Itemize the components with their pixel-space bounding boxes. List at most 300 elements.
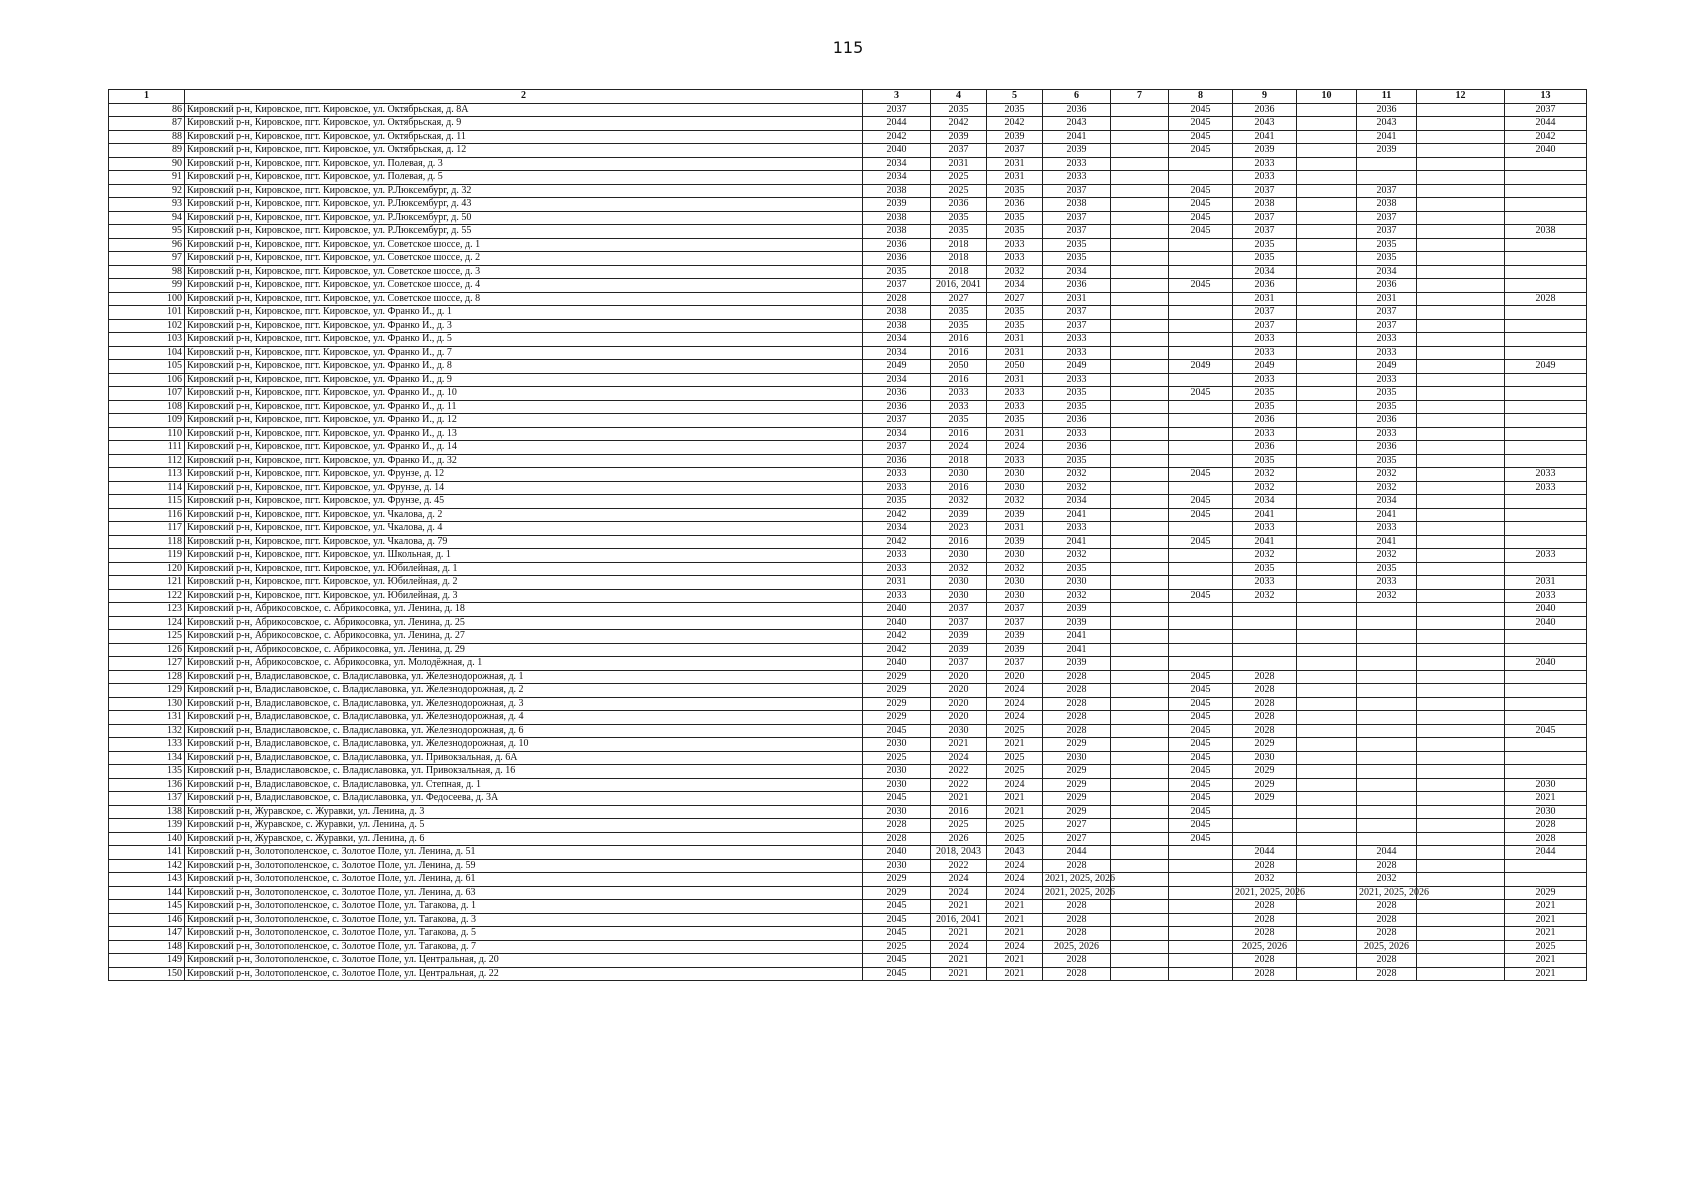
year-cell-col-8: 2045	[1169, 711, 1233, 725]
year-cell-col-10	[1297, 157, 1357, 171]
year-cell-col-12	[1417, 292, 1505, 306]
year-cell-col-8	[1169, 576, 1233, 590]
year-cell-col-10	[1297, 130, 1357, 144]
year-cell-col-12	[1417, 400, 1505, 414]
year-cell-col-10	[1297, 549, 1357, 563]
year-cell-col-8	[1169, 603, 1233, 617]
year-cell-col-4: 2026	[931, 832, 987, 846]
year-cell-col-9: 2033	[1233, 522, 1297, 536]
year-cell-col-9: 2028	[1233, 697, 1297, 711]
year-cell-col-3: 2045	[863, 724, 931, 738]
year-cell-col-9: 2030	[1233, 751, 1297, 765]
address-cell: Кировский р-н, Владиславовское, с. Владиславовка, ул. Железнодорожная, д. 10	[185, 738, 863, 752]
year-cell-col-9: 2028	[1233, 724, 1297, 738]
year-cell-col-8: 2045	[1169, 144, 1233, 158]
year-cell-col-10	[1297, 738, 1357, 752]
address-cell: Кировский р-н, Кировское, пгт. Кировское, ул. Советское шоссе, д. 1	[185, 238, 863, 252]
year-cell-col-12	[1417, 171, 1505, 185]
year-cell-col-11: 2037	[1357, 225, 1417, 239]
year-cell-col-8	[1169, 900, 1233, 914]
year-cell-col-4: 2018	[931, 454, 987, 468]
year-cell-col-4: 2016	[931, 346, 987, 360]
address-cell: Кировский р-н, Кировское, пгт. Кировское, ул. Советское шоссе, д. 8	[185, 292, 863, 306]
year-cell-col-3: 2036	[863, 252, 931, 266]
year-cell-col-13	[1505, 387, 1587, 401]
year-cell-col-12	[1417, 954, 1505, 968]
year-cell-col-4: 2030	[931, 549, 987, 563]
year-cell-col-12	[1417, 657, 1505, 671]
address-cell: Кировский р-н, Золотополенское, с. Золотое Поле, ул. Ленина, д. 61	[185, 873, 863, 887]
year-cell-col-8	[1169, 265, 1233, 279]
year-cell-col-5: 2024	[987, 778, 1043, 792]
year-cell-col-5: 2033	[987, 454, 1043, 468]
year-cell-col-10	[1297, 684, 1357, 698]
address-cell: Кировский р-н, Абрикосовское, с. Абрикосовка, ул. Ленина, д. 25	[185, 616, 863, 630]
year-cell-col-8: 2045	[1169, 684, 1233, 698]
year-cell-col-4: 2016	[931, 481, 987, 495]
year-cell-col-4: 2016, 2041	[931, 279, 987, 293]
year-cell-col-3: 2025	[863, 751, 931, 765]
year-cell-col-8: 2045	[1169, 792, 1233, 806]
year-cell-col-12	[1417, 279, 1505, 293]
year-cell-col-5: 2035	[987, 225, 1043, 239]
year-cell-col-7	[1111, 630, 1169, 644]
year-cell-col-13: 2040	[1505, 616, 1587, 630]
year-cell-col-12	[1417, 603, 1505, 617]
address-cell: Кировский р-н, Владиславовское, с. Владиславовка, ул. Федосеева, д. 3А	[185, 792, 863, 806]
year-cell-col-13: 2028	[1505, 832, 1587, 846]
year-cell-col-8	[1169, 927, 1233, 941]
year-cell-col-10	[1297, 859, 1357, 873]
year-cell-col-11: 2032	[1357, 589, 1417, 603]
year-cell-col-13: 2040	[1505, 144, 1587, 158]
year-cell-col-11	[1357, 724, 1417, 738]
year-cell-col-3: 2034	[863, 427, 931, 441]
year-cell-col-11	[1357, 603, 1417, 617]
year-cell-col-9: 2037	[1233, 225, 1297, 239]
year-cell-col-9	[1233, 630, 1297, 644]
year-cell-col-11: 2037	[1357, 211, 1417, 225]
table-row	[109, 576, 1587, 590]
year-cell-col-9: 2028	[1233, 711, 1297, 725]
table-row	[109, 900, 1587, 914]
address-cell: Кировский р-н, Золотополенское, с. Золотое Поле, ул. Центральная, д. 20	[185, 954, 863, 968]
row-number-cell: 109	[109, 414, 185, 428]
year-cell-col-5: 2021	[987, 738, 1043, 752]
year-cell-col-3: 2042	[863, 643, 931, 657]
year-cell-col-11: 2028	[1357, 859, 1417, 873]
year-cell-col-13	[1505, 333, 1587, 347]
year-cell-col-3: 2039	[863, 198, 931, 212]
year-cell-col-10	[1297, 522, 1357, 536]
table-row	[109, 225, 1587, 239]
table-row	[109, 522, 1587, 536]
column-header-9: 9	[1233, 90, 1297, 104]
year-cell-col-12	[1417, 778, 1505, 792]
table-row	[109, 211, 1587, 225]
row-number-cell: 101	[109, 306, 185, 320]
year-cell-col-5: 2031	[987, 427, 1043, 441]
year-cell-col-5: 2031	[987, 333, 1043, 347]
year-cell-col-10	[1297, 630, 1357, 644]
year-cell-col-3: 2033	[863, 549, 931, 563]
row-number-cell: 106	[109, 373, 185, 387]
year-cell-col-4: 2039	[931, 508, 987, 522]
year-cell-col-9: 2036	[1233, 441, 1297, 455]
year-cell-col-9: 2028	[1233, 967, 1297, 981]
year-cell-col-4: 2037	[931, 616, 987, 630]
year-cell-col-12	[1417, 724, 1505, 738]
year-cell-col-10	[1297, 319, 1357, 333]
address-cell: Кировский р-н, Кировское, пгт. Кировское, ул. Октябрьская, д. 8А	[185, 103, 863, 117]
table-row	[109, 630, 1587, 644]
year-cell-col-8	[1169, 873, 1233, 887]
address-cell: Кировский р-н, Кировское, пгт. Кировское, ул. Чкалова, д. 4	[185, 522, 863, 536]
year-cell-col-3: 2034	[863, 171, 931, 185]
year-cell-col-10	[1297, 697, 1357, 711]
year-cell-col-10	[1297, 468, 1357, 482]
year-cell-col-7	[1111, 333, 1169, 347]
year-cell-col-7	[1111, 859, 1169, 873]
year-cell-col-13	[1505, 535, 1587, 549]
year-cell-col-6: 2029	[1043, 792, 1111, 806]
year-cell-col-10	[1297, 292, 1357, 306]
table-row	[109, 454, 1587, 468]
year-cell-col-5: 2025	[987, 765, 1043, 779]
year-cell-col-13	[1505, 211, 1587, 225]
year-cell-col-9: 2033	[1233, 427, 1297, 441]
year-cell-col-11	[1357, 684, 1417, 698]
year-cell-col-5: 2021	[987, 900, 1043, 914]
address-cell: Кировский р-н, Владиславовское, с. Владиславовка, ул. Железнодорожная, д. 6	[185, 724, 863, 738]
year-cell-col-11	[1357, 670, 1417, 684]
table-row	[109, 468, 1587, 482]
year-cell-col-10	[1297, 198, 1357, 212]
year-cell-col-13: 2033	[1505, 549, 1587, 563]
year-cell-col-6: 2028	[1043, 913, 1111, 927]
address-cell: Кировский р-н, Журавское, с. Журавки, ул. Ленина, д. 6	[185, 832, 863, 846]
year-cell-col-7	[1111, 319, 1169, 333]
year-cell-col-6: 2043	[1043, 117, 1111, 131]
table-row	[109, 252, 1587, 266]
table-row	[109, 792, 1587, 806]
year-cell-col-13: 2040	[1505, 603, 1587, 617]
year-cell-col-7	[1111, 940, 1169, 954]
year-cell-col-9: 2029	[1233, 778, 1297, 792]
table-row	[109, 711, 1587, 725]
year-cell-col-3: 2045	[863, 967, 931, 981]
year-cell-col-6: 2029	[1043, 805, 1111, 819]
address-cell: Кировский р-н, Владиславовское, с. Владиславовка, ул. Привокзальная, д. 6А	[185, 751, 863, 765]
year-cell-col-9: 2037	[1233, 211, 1297, 225]
table-row	[109, 117, 1587, 131]
year-cell-col-11	[1357, 630, 1417, 644]
year-cell-col-9: 2037	[1233, 319, 1297, 333]
table-row	[109, 292, 1587, 306]
year-cell-col-13	[1505, 643, 1587, 657]
year-cell-col-8: 2045	[1169, 198, 1233, 212]
year-cell-col-10	[1297, 643, 1357, 657]
year-cell-col-11: 2028	[1357, 967, 1417, 981]
year-cell-col-4: 2030	[931, 724, 987, 738]
year-cell-col-10	[1297, 954, 1357, 968]
year-cell-col-4: 2030	[931, 576, 987, 590]
year-cell-col-10	[1297, 508, 1357, 522]
table-body	[109, 103, 1587, 981]
year-cell-col-3: 2036	[863, 387, 931, 401]
address-cell: Кировский р-н, Золотополенское, с. Золотое Поле, ул. Центральная, д. 22	[185, 967, 863, 981]
year-cell-col-12	[1417, 130, 1505, 144]
table-row	[109, 171, 1587, 185]
year-cell-col-4: 2037	[931, 657, 987, 671]
year-cell-col-12	[1417, 468, 1505, 482]
year-cell-col-10	[1297, 279, 1357, 293]
year-cell-col-5: 2039	[987, 535, 1043, 549]
year-cell-col-5: 2025	[987, 724, 1043, 738]
year-cell-col-9: 2033	[1233, 346, 1297, 360]
year-cell-col-11: 2035	[1357, 562, 1417, 576]
year-cell-col-11: 2034	[1357, 265, 1417, 279]
year-cell-col-3: 2030	[863, 738, 931, 752]
year-cell-col-12	[1417, 495, 1505, 509]
year-cell-col-5: 2031	[987, 171, 1043, 185]
year-cell-col-10	[1297, 670, 1357, 684]
year-cell-col-6: 2030	[1043, 751, 1111, 765]
year-cell-col-13	[1505, 306, 1587, 320]
year-cell-col-6: 2028	[1043, 670, 1111, 684]
year-cell-col-5: 2024	[987, 859, 1043, 873]
year-cell-col-10	[1297, 927, 1357, 941]
year-cell-col-3: 2044	[863, 117, 931, 131]
row-number-cell: 99	[109, 279, 185, 293]
year-cell-col-8	[1169, 954, 1233, 968]
year-cell-col-8: 2049	[1169, 360, 1233, 374]
address-cell: Кировский р-н, Кировское, пгт. Кировское, ул. Р.Люксембург, д. 55	[185, 225, 863, 239]
year-cell-col-5: 2032	[987, 562, 1043, 576]
year-cell-col-3: 2033	[863, 481, 931, 495]
year-cell-col-9: 2049	[1233, 360, 1297, 374]
year-cell-col-7	[1111, 589, 1169, 603]
year-cell-col-4: 2035	[931, 319, 987, 333]
year-cell-col-13	[1505, 157, 1587, 171]
year-cell-col-12	[1417, 427, 1505, 441]
year-cell-col-5: 2039	[987, 643, 1043, 657]
year-cell-col-9: 2032	[1233, 468, 1297, 482]
year-cell-col-7	[1111, 792, 1169, 806]
year-cell-col-6: 2034	[1043, 265, 1111, 279]
year-cell-col-5: 2031	[987, 522, 1043, 536]
year-cell-col-4: 2025	[931, 819, 987, 833]
year-cell-col-9: 2028	[1233, 954, 1297, 968]
year-cell-col-10	[1297, 400, 1357, 414]
year-cell-col-11: 2033	[1357, 346, 1417, 360]
table-row	[109, 319, 1587, 333]
year-cell-col-4: 2030	[931, 589, 987, 603]
year-cell-col-4: 2035	[931, 414, 987, 428]
year-cell-col-5: 2039	[987, 630, 1043, 644]
year-cell-col-7	[1111, 184, 1169, 198]
address-cell: Кировский р-н, Золотополенское, с. Золотое Поле, ул. Ленина, д. 63	[185, 886, 863, 900]
year-cell-col-8	[1169, 373, 1233, 387]
year-cell-col-8	[1169, 252, 1233, 266]
column-header-5: 5	[987, 90, 1043, 104]
row-number-cell: 133	[109, 738, 185, 752]
year-cell-col-11	[1357, 832, 1417, 846]
address-cell: Кировский р-н, Владиславовское, с. Владиславовка, ул. Железнодорожная, д. 2	[185, 684, 863, 698]
year-cell-col-4: 2023	[931, 522, 987, 536]
year-cell-col-5: 2035	[987, 306, 1043, 320]
year-cell-col-7	[1111, 211, 1169, 225]
year-cell-col-12	[1417, 508, 1505, 522]
column-header-7: 7	[1111, 90, 1169, 104]
year-cell-col-3: 2031	[863, 576, 931, 590]
row-number-cell: 113	[109, 468, 185, 482]
year-cell-col-6: 2039	[1043, 657, 1111, 671]
year-cell-col-10	[1297, 657, 1357, 671]
address-cell: Кировский р-н, Золотополенское, с. Золотое Поле, ул. Тагакова, д. 7	[185, 940, 863, 954]
year-cell-col-12	[1417, 441, 1505, 455]
year-cell-col-12	[1417, 886, 1505, 900]
year-cell-col-8	[1169, 913, 1233, 927]
year-cell-col-6: 2028	[1043, 711, 1111, 725]
year-cell-col-13	[1505, 279, 1587, 293]
year-cell-col-10	[1297, 562, 1357, 576]
year-cell-col-8: 2045	[1169, 738, 1233, 752]
year-cell-col-3: 2036	[863, 454, 931, 468]
year-cell-col-13	[1505, 684, 1587, 698]
year-cell-col-6: 2037	[1043, 306, 1111, 320]
row-number-cell: 132	[109, 724, 185, 738]
year-cell-col-5: 2036	[987, 198, 1043, 212]
address-cell: Кировский р-н, Золотополенское, с. Золотое Поле, ул. Тагакова, д. 1	[185, 900, 863, 914]
year-cell-col-6: 2027	[1043, 832, 1111, 846]
year-cell-col-11: 2035	[1357, 400, 1417, 414]
table-row	[109, 805, 1587, 819]
schedule-table	[108, 89, 1587, 981]
row-number-cell: 147	[109, 927, 185, 941]
year-cell-col-3: 2029	[863, 684, 931, 698]
year-cell-col-5: 2031	[987, 346, 1043, 360]
year-cell-col-6: 2028	[1043, 859, 1111, 873]
row-number-cell: 87	[109, 117, 185, 131]
year-cell-col-10	[1297, 940, 1357, 954]
year-cell-col-11: 2035	[1357, 238, 1417, 252]
year-cell-col-9: 2041	[1233, 508, 1297, 522]
address-cell: Кировский р-н, Кировское, пгт. Кировское, ул. Октябрьская, д. 9	[185, 117, 863, 131]
year-cell-col-12	[1417, 859, 1505, 873]
year-cell-col-6: 2035	[1043, 454, 1111, 468]
address-cell: Кировский р-н, Золотополенское, с. Золотое Поле, ул. Ленина, д. 59	[185, 859, 863, 873]
year-cell-col-3: 2030	[863, 805, 931, 819]
year-cell-col-3: 2045	[863, 954, 931, 968]
year-cell-col-12	[1417, 198, 1505, 212]
year-cell-col-3: 2040	[863, 603, 931, 617]
table-row	[109, 859, 1587, 873]
year-cell-col-6: 2049	[1043, 360, 1111, 374]
year-cell-col-6: 2036	[1043, 103, 1111, 117]
year-cell-col-6: 2035	[1043, 387, 1111, 401]
year-cell-col-8	[1169, 238, 1233, 252]
year-cell-col-4: 2039	[931, 643, 987, 657]
year-cell-col-9: 2033	[1233, 157, 1297, 171]
year-cell-col-13: 2049	[1505, 360, 1587, 374]
address-cell: Кировский р-н, Кировское, пгт. Кировское, ул. Франко И., д. 13	[185, 427, 863, 441]
row-number-cell: 134	[109, 751, 185, 765]
year-cell-col-6: 2041	[1043, 643, 1111, 657]
year-cell-col-8: 2045	[1169, 279, 1233, 293]
year-cell-col-10	[1297, 238, 1357, 252]
year-cell-col-10	[1297, 846, 1357, 860]
year-cell-col-7	[1111, 954, 1169, 968]
year-cell-col-10	[1297, 144, 1357, 158]
year-cell-col-12	[1417, 576, 1505, 590]
year-cell-col-7	[1111, 414, 1169, 428]
year-cell-col-12	[1417, 630, 1505, 644]
table-row	[109, 832, 1587, 846]
year-cell-col-5: 2050	[987, 360, 1043, 374]
year-cell-col-8	[1169, 400, 1233, 414]
year-cell-col-5: 2024	[987, 441, 1043, 455]
year-cell-col-12	[1417, 967, 1505, 981]
row-number-cell: 107	[109, 387, 185, 401]
year-cell-col-13	[1505, 319, 1587, 333]
address-cell: Кировский р-н, Владиславовское, с. Владиславовка, ул. Железнодорожная, д. 1	[185, 670, 863, 684]
year-cell-col-3: 2037	[863, 103, 931, 117]
year-cell-col-8	[1169, 414, 1233, 428]
year-cell-col-10	[1297, 387, 1357, 401]
year-cell-col-5: 2025	[987, 751, 1043, 765]
table-row	[109, 495, 1587, 509]
year-cell-col-7	[1111, 927, 1169, 941]
year-cell-col-12	[1417, 684, 1505, 698]
year-cell-col-9: 2041	[1233, 130, 1297, 144]
year-cell-col-6: 2036	[1043, 279, 1111, 293]
year-cell-col-8	[1169, 616, 1233, 630]
table-row	[109, 400, 1587, 414]
row-number-cell: 96	[109, 238, 185, 252]
year-cell-col-7	[1111, 373, 1169, 387]
table-row	[109, 360, 1587, 374]
address-cell: Кировский р-н, Кировское, пгт. Кировское, ул. Октябрьская, д. 11	[185, 130, 863, 144]
year-cell-col-10	[1297, 886, 1357, 900]
table-row	[109, 738, 1587, 752]
address-cell: Кировский р-н, Владиславовское, с. Владиславовка, ул. Привокзальная, д. 16	[185, 765, 863, 779]
year-cell-col-8: 2045	[1169, 225, 1233, 239]
year-cell-col-5: 2024	[987, 684, 1043, 698]
year-cell-col-5: 2021	[987, 954, 1043, 968]
year-cell-col-12	[1417, 252, 1505, 266]
year-cell-col-10	[1297, 373, 1357, 387]
year-cell-col-5: 2035	[987, 319, 1043, 333]
row-number-cell: 143	[109, 873, 185, 887]
address-cell: Кировский р-н, Владиславовское, с. Владиславовка, ул. Железнодорожная, д. 4	[185, 711, 863, 725]
year-cell-col-3: 2033	[863, 562, 931, 576]
row-number-cell: 146	[109, 913, 185, 927]
year-cell-col-5: 2025	[987, 819, 1043, 833]
year-cell-col-3: 2029	[863, 873, 931, 887]
address-cell: Кировский р-н, Кировское, пгт. Кировское, ул. Франко И., д. 9	[185, 373, 863, 387]
year-cell-col-6: 2033	[1043, 157, 1111, 171]
year-cell-col-10	[1297, 589, 1357, 603]
year-cell-col-12	[1417, 616, 1505, 630]
year-cell-col-7	[1111, 103, 1169, 117]
year-cell-col-6: 2032	[1043, 589, 1111, 603]
year-cell-col-7	[1111, 441, 1169, 455]
year-cell-col-7	[1111, 670, 1169, 684]
row-number-cell: 91	[109, 171, 185, 185]
row-number-cell: 127	[109, 657, 185, 671]
year-cell-col-12	[1417, 184, 1505, 198]
